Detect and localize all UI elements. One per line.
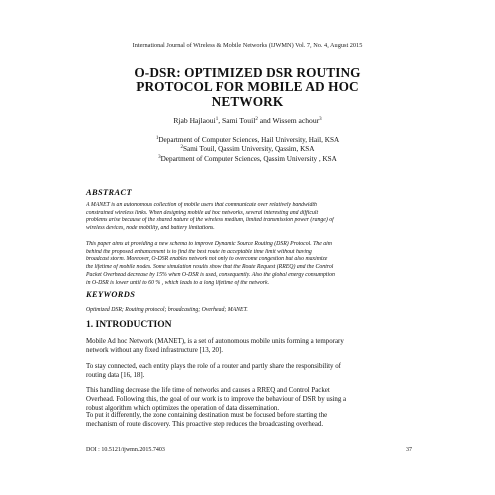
abstract-line: A MANET is an autonomous collection of mobile users that communicate over relatively bandwidth: [86, 202, 317, 208]
introduction-heading: 1. INTRODUCTION: [86, 320, 172, 330]
title-line: O-DSR: OPTIMIZED DSR ROUTING: [134, 65, 361, 80]
body-paragraph: [86, 386, 412, 413]
author-sup: 3: [319, 117, 322, 122]
abstract-line: Packet Overhead decrease by 15% when O-DSR is used, consequently. Also the global energy consumption: [86, 271, 335, 278]
body-paragraph: [86, 337, 412, 355]
body-line: Mobile Ad hoc Network (MANET), is a set of autonomous mobile units forming a temporary: [86, 338, 344, 345]
journal-header: International Journal of Wireless & Mobile Networks (IJWMN) Vol. 7, No. 4, August 2015: [132, 42, 363, 49]
author-sup: 1: [215, 117, 219, 122]
author-name: Wissem achour: [272, 116, 320, 125]
page-number: 37: [406, 447, 412, 453]
body-line: mechanism of route discovery. This proactive step reduces the broadcasting overhead.: [86, 421, 324, 428]
affiliation: [0, 145, 495, 154]
author-name: Rjab Hajlaoui: [173, 116, 216, 125]
abstract-line: constrained wireless links. When designing mobile ad hoc networks, several interesting and difficult: [86, 209, 319, 216]
title-line: PROTOCOL FOR MOBILE AD HOC: [136, 79, 359, 95]
abstract-line: in O-DSR is lower until to 60 % , which leads to a long lifetime of the network.: [86, 279, 270, 286]
affiliations: [0, 136, 495, 164]
body-line: To put it differently, the zone containing destination must be focused before starting the: [86, 412, 328, 419]
abstract-line: This paper aims at providing a new schema to improve Dynamic Source Routing (DSR) Protocol. The aim: [86, 241, 332, 247]
body-line: Overhead. Following this, the goal of our work is to improve the behaviour of DSR by using a: [86, 396, 347, 403]
affiliation-text: Department of Computer Sciences, Qassim University , KSA: [160, 154, 337, 163]
title-line: NETWORK: [211, 93, 284, 109]
abstract-line: behind the proposed enhancement is to find the best route in acceptable time limit without having: [86, 248, 312, 255]
affiliation-text: Sami Touil, Qassim University, Qassim, KSA: [183, 145, 315, 154]
paper-title: [60, 66, 435, 109]
body-line: This handling decrease the life time of networks and causes a RREQ and Control Packet: [86, 387, 330, 394]
affiliation: [0, 155, 495, 164]
abstract-paragraph: [86, 202, 412, 233]
abstract-line: wireless devices, node mobility, and battery limitations.: [86, 225, 215, 232]
keywords-text: Optimized DSR; Routing protocol; broadcasting; Overhead; MANET.: [86, 307, 248, 313]
author-line: [0, 116, 495, 125]
keywords-heading: KEYWORDS: [86, 290, 136, 299]
author-separator: and: [257, 116, 273, 125]
abstract-line: the lifetime of mobile nodes. Some simulation results show that the Route Request (RREQ) and the Control: [86, 264, 334, 271]
affiliation-text: Department of Computer Sciences, Hail University, Hail, KSA: [158, 136, 340, 144]
body-line: routing data [16, 18].: [86, 372, 145, 379]
affiliation-sup: 2: [180, 145, 184, 151]
author-separator: ,: [218, 116, 223, 125]
author-sup: 2: [255, 117, 258, 122]
footer-doi: DOI : 10.5121/ijwmn.2015.7403: [86, 447, 165, 453]
body-line: To stay connected, each entity plays the role of a router and partly share the responsibility of: [86, 363, 341, 370]
abstract-heading: ABSTRACT: [86, 188, 133, 197]
body-line: network without any fixed infrastructure [13, 20].: [86, 347, 224, 354]
body-paragraph: [86, 362, 412, 380]
body-line: robust algorithm which optimizes the operation of data dissemination.: [86, 405, 280, 412]
body-paragraph: [86, 411, 412, 429]
abstract-line: problems arise because of the shared nature of the wireless medium, limited transmission power (range) of: [86, 217, 334, 224]
affiliation-sup: 3: [158, 154, 161, 160]
affiliation: [0, 136, 495, 145]
abstract-paragraph: [86, 241, 412, 287]
abstract-line: broadcast storm. Moreover, O-DSR enables network not only to overcome congestion but also maximize: [86, 256, 328, 263]
author-name: Sami Touil: [222, 116, 256, 125]
affiliation-sup: 1: [155, 136, 159, 141]
